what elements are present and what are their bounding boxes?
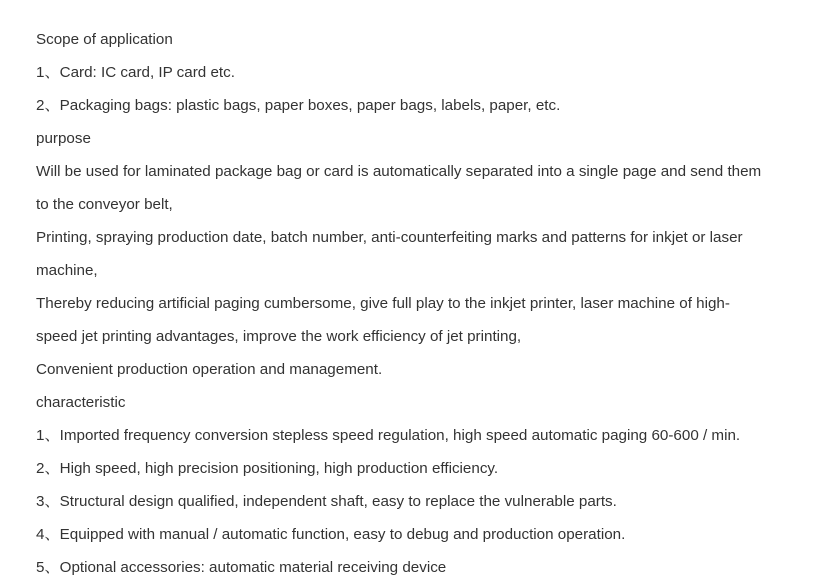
- scope-item: 1、Card: IC card, IP card etc.: [36, 64, 235, 81]
- purpose-line: Will be used for laminated package bag or card is automatically separated into a single page and send them: [36, 163, 762, 180]
- purpose-line: Printing, spraying production date, batch number, anti-counterfeiting marks and patterns for inkjet or laser: [36, 229, 743, 246]
- article-body: [36, 23, 820, 584]
- scope-item: 2、Packaging bags: plastic bags, paper boxes, paper bags, labels, paper, etc.: [36, 97, 561, 114]
- purpose-line: to the conveyor belt,: [36, 196, 173, 213]
- scope-heading: Scope of application: [36, 31, 173, 48]
- purpose-line: machine,: [36, 262, 98, 279]
- characteristic-item: 5、Optional accessories: automatic material receiving device: [36, 559, 447, 576]
- purpose-line: Convenient production operation and management.: [36, 361, 383, 378]
- characteristic-item: 3、Structural design qualified, independent shaft, easy to replace the vulnerable parts.: [36, 493, 617, 510]
- characteristic-heading: characteristic: [36, 394, 126, 411]
- purpose-line: speed jet printing advantages, improve the work efficiency of jet printing,: [36, 328, 522, 345]
- characteristic-item: 2、High speed, high precision positioning, high production efficiency.: [36, 460, 499, 477]
- purpose-line: Thereby reducing artificial paging cumbersome, give full play to the inkjet printer, laser machine of high-: [36, 295, 730, 312]
- characteristic-item: 4、Equipped with manual / automatic function, easy to debug and production operation.: [36, 526, 626, 543]
- purpose-heading: purpose: [36, 130, 91, 147]
- characteristic-item: 1、Imported frequency conversion stepless speed regulation, high speed automatic paging 60-600 / min.: [36, 427, 741, 444]
